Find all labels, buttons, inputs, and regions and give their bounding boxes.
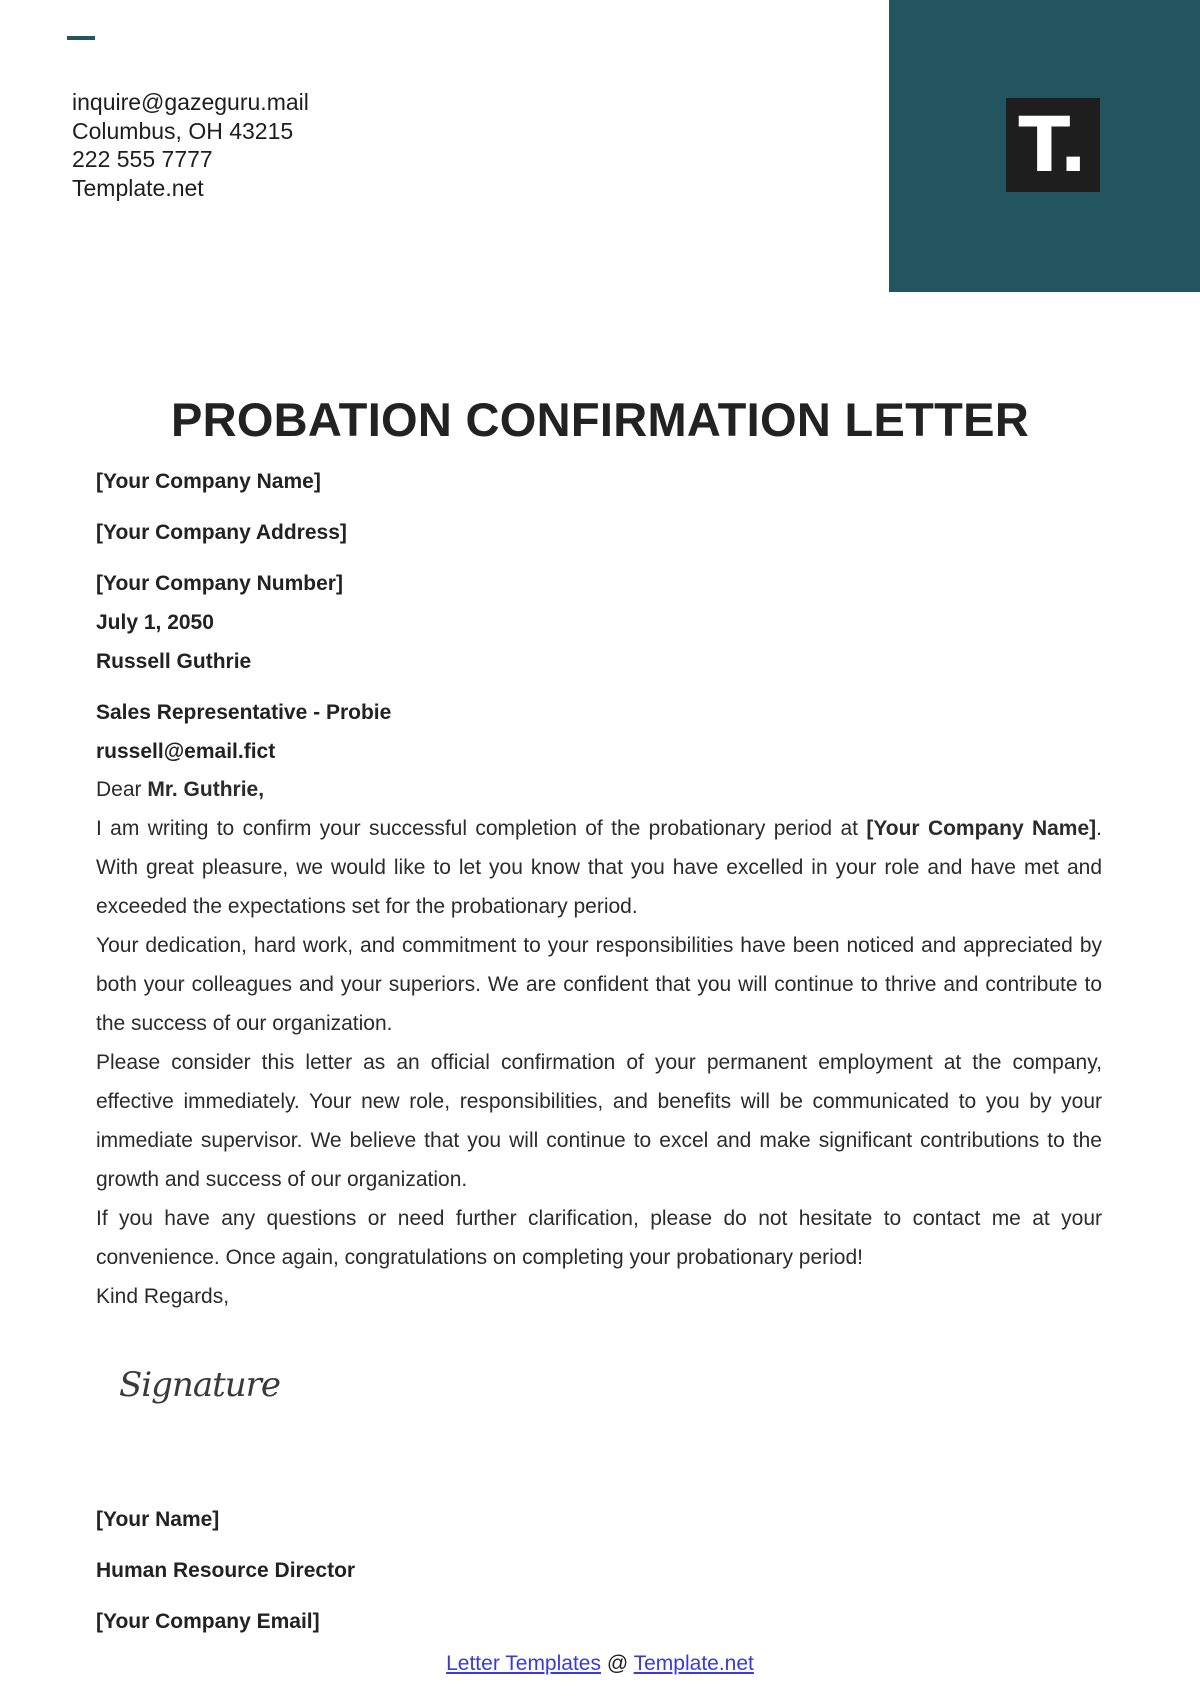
brand-block	[889, 0, 1200, 292]
sender-company-number: [Your Company Number]	[96, 572, 343, 595]
recipient-email: russell@email.fict	[96, 740, 276, 763]
letter-date: July 1, 2050	[96, 611, 214, 634]
contact-email: inquire@gazeguru.mail	[72, 89, 309, 115]
body-company-name: [Your Company Name]	[866, 817, 1097, 840]
signer-name: [Your Name]	[96, 1508, 220, 1531]
letter-body	[96, 770, 1102, 1316]
accent-dash	[67, 36, 95, 40]
recipient-name: Russell Guthrie	[96, 650, 252, 673]
salutation	[96, 770, 1102, 809]
letter-title: PROBATION CONFIRMATION LETTER	[170, 393, 1030, 446]
footer-separator: @	[606, 1652, 629, 1675]
recipient-title: Sales Representative - Probie	[96, 701, 392, 724]
signer-title: Human Resource Director	[96, 1559, 356, 1582]
footer-letter-templates-link[interactable]: Letter Templates	[446, 1652, 601, 1675]
footer-template-net-link[interactable]: Template.net	[633, 1652, 754, 1675]
signature: Signature	[119, 1365, 281, 1405]
body-paragraph-1: I am writing to confirm your successful completion of the probationary period at [Your Company Name]. With great pleasure, we would like to let you know that you have excelled in your role and have met and exceeded the expectations set for the probationary period.	[96, 817, 1102, 918]
sender-company-name: [Your Company Name]	[96, 470, 321, 493]
contact-block	[72, 88, 309, 202]
body-paragraph-4: If you have any questions or need further clarification, please do not hesitate to contact me at your convenience. Once again, congratulations on completing your probationary period!	[96, 1207, 1102, 1269]
contact-address: Columbus, OH 43215	[72, 117, 294, 144]
signer-email: [Your Company Email]	[96, 1610, 320, 1633]
body-paragraph-3: Please consider this letter as an official confirmation of your permanent employment at the company, effective immediately. Your new role, responsibilities, and benefits will be communicated to you by your immediate supervisor. We believe that you will continue to excel and make significant contributions to the growth and success of our organization.	[96, 1051, 1102, 1191]
template-logo-icon: T.	[1006, 98, 1100, 192]
salutation-greeting: Dear	[96, 778, 142, 801]
contact-website: Template.net	[72, 174, 204, 201]
contact-phone: 222 555 7777	[72, 146, 213, 172]
salutation-name: Mr. Guthrie,	[147, 778, 265, 801]
closing: Kind Regards,	[96, 1285, 230, 1308]
body-paragraph-2: Your dedication, hard work, and commitment to your responsibilities have been noticed and appreciated by both your colleagues and your superiors. We are confident that you will continue to thrive and contribute to the success of our organization.	[96, 934, 1102, 1035]
sender-company-address: [Your Company Address]	[96, 521, 347, 544]
footer	[0, 1652, 1200, 1676]
